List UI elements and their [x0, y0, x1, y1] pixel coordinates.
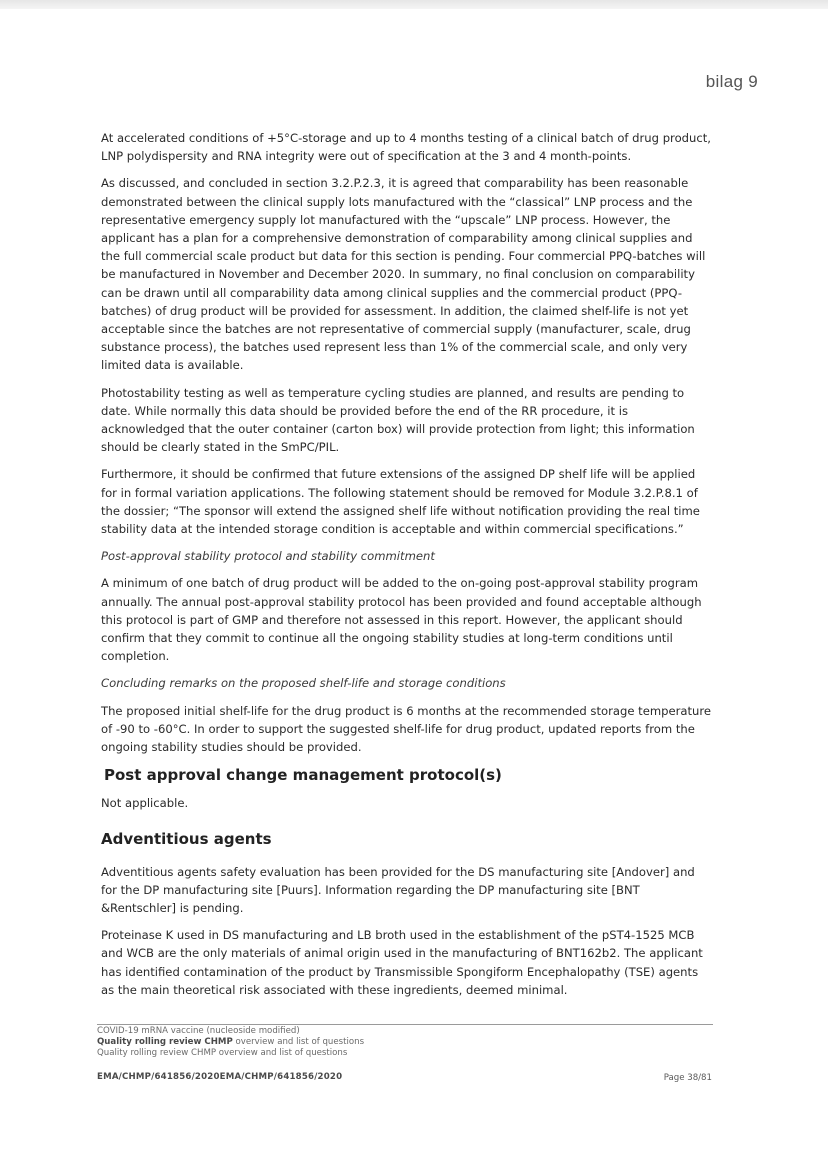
- footer-product-name: COVID-19 mRNA vaccine (nucleoside modified): [97, 1026, 300, 1036]
- scan-top-edge: [0, 0, 828, 9]
- paragraph-safety-evaluation: Adventitious agents safety evaluation has been provided for the DS manufacturing site [Andover] and for the DP manufacturing site [Puurs]. Information regarding the DP manufacturing site [BNT &Rentschler] is pending.: [101, 864, 695, 915]
- subheading-stability-protocol: Post-approval stability protocol and stability commitment: [101, 549, 435, 564]
- paragraph-not-applicable: Not applicable.: [101, 796, 189, 811]
- paragraph-accelerated-conditions: At accelerated conditions of +5°C-storage and up to 4 months testing of a clinical batch of drug product, LNP polydispersity and RNA integrity were out of specification at the 3 and 4 month-points.: [101, 131, 711, 164]
- footer-review-subtitle: Quality rolling review CHMP overview and list of questions: [97, 1048, 348, 1058]
- document-reference: EMA/CHMP/641856/2020EMA/CHMP/641856/2020: [97, 1072, 343, 1082]
- footer-review-title: [97, 1037, 713, 1048]
- document-body: [101, 129, 713, 1008]
- subheading-concluding-remarks: Concluding remarks on the proposed shelf-life and storage conditions: [101, 676, 506, 691]
- paragraph-animal-origin-materials: Proteinase K used in DS manufacturing and LB broth used in the establishment of the pST4-1525 MCB and WCB are the only materials of animal origin used in the manufacturing of BNT162b2. The applicant has identified contamination of the product by Transmissible Spongiform Encephalopathy (TSE) agents as the main theoretical risk associated with these ingredients, deemed minimal.: [101, 928, 703, 997]
- section-heading-change-management: Post approval change management protocol(s): [104, 766, 502, 785]
- footer-divider: [97, 1024, 713, 1025]
- section-heading-adventitious-agents: Adventitious agents: [101, 829, 272, 848]
- paragraph-initial-shelf-life: The proposed initial shelf-life for the drug product is 6 months at the recommended storage temperature of -90 to -60°C. In order to support the suggested shelf-life for drug product, updated reports from the ongoing stability studies should be provided.: [101, 703, 712, 755]
- paragraph-shelf-life-extension: Furthermore, it should be confirmed that future extensions of the assigned DP shelf life will be applied for in formal variation applications. The following statement should be removed for Module 3.2.P.8.1 of the dossier; “The sponsor will extend the assigned shelf life without notification providing the real time stability data at the intended storage condition is acceptable and within commercial specifications.”: [101, 467, 700, 537]
- paragraph-photostability: Photostability testing as well as temperature cycling studies are planned, and results are pending to date. While normally this data should be provided before the end of the RR procedure, it is acknowledged that the outer container (carton box) will provide protection from light; this information should be clearly stated in the SmPC/PIL.: [101, 385, 695, 455]
- footer-review-title-bold: Quality rolling review CHMP: [97, 1037, 233, 1047]
- footer-review-title-rest: overview and list of questions: [232, 1037, 365, 1047]
- paragraph-stability-program: A minimum of one batch of drug product will be added to the on-going post-approval stability program annually. The annual post-approval stability protocol has been provided and found acceptable although this protocol is part of GMP and therefore not assessed in this report. However, the applicant should confirm that they commit to continue all the ongoing stability studies at long-term conditions until completion.: [101, 576, 702, 664]
- page-footer: [97, 1024, 713, 1059]
- paragraph-comparability: As discussed, and concluded in section 3.2.P.2.3, it is agreed that comparability has been reasonable demonstrated between the clinical supply lots manufactured with the “classical” LNP process and the representative emergency supply lot manufactured with the “upscale” LNP process. However, the applicant has a plan for a comprehensive demonstration of comparability among clinical supplies and the full commercial scale product but data for this section is pending. Four commercial PPQ-batches will be manufactured in November and December 2020. In summary, no final conclusion on comparability can be drawn until all comparability data among clinical supplies and the commercial product (PPQ-batches) of drug product will be provided for assessment. In addition, the claimed shelf-life is not yet acceptable since the batches are not representative of commercial supply (manufacturer, scale, drug substance process), the batches used represent less than 1% of the commercial scale, and only very limited data is available.: [101, 176, 706, 373]
- appendix-label: bilag 9: [705, 72, 758, 91]
- page-number: Page 38/81: [663, 1073, 712, 1083]
